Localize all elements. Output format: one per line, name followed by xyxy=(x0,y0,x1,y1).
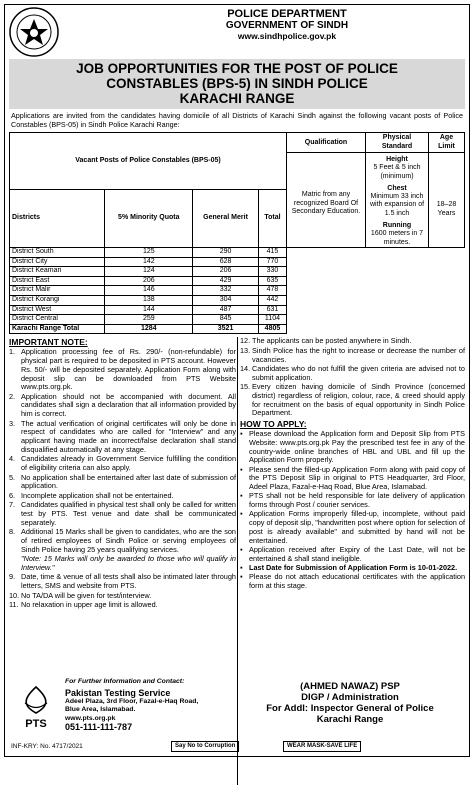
banner-line-2: CONSTABLES (BPS-5) IN SINDH POLICE xyxy=(106,76,368,91)
vacancy-rows xyxy=(10,247,465,324)
note-text: The applicants can be posted anywhere in Sindh. xyxy=(252,336,412,346)
note-number: 4. xyxy=(9,454,16,464)
note-text: Every citizen having domicile of Sindh Province (concerned district) regardless of religion, colour, race, & creed should apply for recruitment on the basis of equal opportunity in Sindh Police Department. xyxy=(252,382,465,418)
pts-address-2: Blue Area, Islamabad. xyxy=(65,706,136,714)
signatory-range: Karachi Range xyxy=(316,714,384,725)
table-row xyxy=(10,295,465,305)
government-name: GOVERNMENT OF SINDH xyxy=(225,20,349,31)
chest-label: Chest xyxy=(387,184,407,192)
district-name: District City xyxy=(10,257,105,267)
qualification-text: Matric from any recognized Board Of Secondary Education. xyxy=(291,191,361,216)
total-total: 4805 xyxy=(258,324,286,334)
age-value: 18–28 Years xyxy=(436,201,457,217)
note-number: 15. xyxy=(240,382,251,392)
general-merit: 206 xyxy=(193,267,259,277)
note-item xyxy=(9,455,236,473)
note-item xyxy=(9,573,236,591)
advertisement-page xyxy=(4,4,470,757)
table-total-row xyxy=(10,324,465,334)
contact-info xyxy=(65,678,198,731)
general-merit: 487 xyxy=(193,305,259,315)
total-general: 3521 xyxy=(193,324,259,334)
header xyxy=(5,5,469,59)
note-text: No application shall be entertained after last date of submission of application. xyxy=(21,472,236,491)
note-item xyxy=(240,365,465,383)
general-merit: 628 xyxy=(193,257,259,267)
general-merit: 290 xyxy=(193,247,259,257)
total-posts: 415 xyxy=(258,247,286,257)
wear-mask-badge: WEAR MASK-SAVE LIFE xyxy=(283,741,361,752)
minority-quota: 144 xyxy=(105,305,193,315)
note-text: Candidates who do not fulfill the given criteria are advised not to submit application. xyxy=(252,363,465,382)
district-name: District Korangi xyxy=(10,295,105,305)
note-number: 14. xyxy=(240,363,251,373)
table-row xyxy=(10,267,465,277)
total-posts: 330 xyxy=(258,267,286,277)
department-name: POLICE DEPARTMENT xyxy=(227,8,347,20)
note-text: Application processing fee of Rs. 290/- (non-refundable) for physical part is required to be deposited in PTS account. However Rs. 50/- will be deposited separately. Application Form along with deposit slip can be downloaded from PTS Website www.pts.org.pk. xyxy=(21,347,236,392)
height-label: Height xyxy=(386,156,408,163)
minority-quota: 206 xyxy=(105,276,193,286)
say-no-corruption-badge: Say No to Corruption xyxy=(171,741,239,752)
pts-name: Pakistan Testing Service xyxy=(65,688,171,699)
running-value: 1600 meters in 7 minutes. xyxy=(370,230,424,246)
footer xyxy=(5,677,469,757)
note-item xyxy=(240,383,465,418)
total-posts: 635 xyxy=(258,276,286,286)
how-to-apply-list xyxy=(240,430,465,591)
note-text: "Note: 15 Marks will only be awarded to those who will qualify in Interview." xyxy=(21,554,236,572)
minority-quota: 259 xyxy=(105,315,193,325)
table-row xyxy=(10,286,465,296)
total-label: Karachi Range Total xyxy=(10,324,105,334)
signatory-designation: DIGP / Administration xyxy=(301,692,399,703)
how-to-apply-item: ▪ Please download the Application form and Deposit Slip from PTS Website: www.pts.org.pk Pay the prescribed test fee in any of the country-wide online branches of HBL and UBL and fill up the Application Form properly. xyxy=(240,430,465,465)
general-merit: 332 xyxy=(193,286,259,296)
how-to-apply-item: ▪ PTS shall not be held responsible for late delivery of application forms through Post / courier services. xyxy=(240,492,465,510)
qualification-column xyxy=(287,133,366,248)
district-name: District Central xyxy=(10,315,105,325)
age-header: Age Limit xyxy=(429,133,464,153)
note-item xyxy=(9,501,236,527)
district-name: District Malir xyxy=(10,286,105,296)
note-text: The actual verification of original certificates will only be done in respect of candidates who are called for "Interview" and any applicant having made an incorrect/false declaration shall stand disqualified automatically at any stage. xyxy=(21,418,236,455)
table-row xyxy=(10,305,465,315)
physical-column xyxy=(366,133,429,248)
note-number: 12. xyxy=(240,336,251,346)
total-posts: 631 xyxy=(258,305,286,315)
note-number: 1. xyxy=(9,347,16,357)
note-item xyxy=(9,528,236,554)
minority-quota: 125 xyxy=(105,247,193,257)
signatory-name: (AHMED NAWAZ) PSP xyxy=(300,681,400,692)
note-text: Incomplete application shall not be entertained. xyxy=(21,490,174,500)
col-districts: Districts xyxy=(10,190,105,247)
additional-notes-list xyxy=(240,337,465,418)
table-row xyxy=(10,247,465,257)
general-merit: 429 xyxy=(193,276,259,286)
note-item xyxy=(9,601,236,610)
district-name: District West xyxy=(10,305,105,315)
note-number: 3. xyxy=(9,418,16,428)
total-posts: 442 xyxy=(258,295,286,305)
note-item xyxy=(9,393,236,419)
table-row xyxy=(10,315,465,325)
pts-website[interactable]: www.pts.org.pk xyxy=(65,714,116,722)
banner-line-1: JOB OPPORTUNITIES FOR THE POST OF POLICE xyxy=(76,61,398,76)
total-posts: 770 xyxy=(258,257,286,267)
total-minority: 1284 xyxy=(105,324,193,334)
how-to-apply-title: HOW TO APPLY: xyxy=(240,419,307,430)
col-minority: 5% Minority Quota xyxy=(105,190,193,247)
table-row xyxy=(10,276,465,286)
district-name: District East xyxy=(10,276,105,286)
note-item xyxy=(9,555,236,573)
total-posts: 1104 xyxy=(258,315,286,325)
pts-address-1: Adeel Plaza, 3rd Floor, Fazal-e-Haq Road, xyxy=(65,698,199,706)
physical-standards xyxy=(366,153,428,247)
note-item xyxy=(240,347,465,365)
table-row xyxy=(10,257,465,267)
col-total: Total xyxy=(258,190,286,247)
note-number: 11. xyxy=(9,599,19,609)
important-note-title: IMPORTANT NOTE: xyxy=(9,337,88,348)
minority-quota: 146 xyxy=(105,286,193,296)
vacancy-table xyxy=(9,132,465,334)
how-to-apply-item: ▪ Application received after Expiry of the Last Date, will not be entertained & shall stand ineligible. xyxy=(240,546,465,564)
intro-text: Applications are invited from the candidates having domicile of all Districts of Karachi Sindh against the following vacant posts of Police Constables (BPS-05) in Sindh Police Karachi Range: xyxy=(11,111,463,129)
bottom-strip xyxy=(11,741,463,753)
age-column xyxy=(429,133,465,248)
inf-kry-number: INF-KRY: No. 4717/2021 xyxy=(11,743,83,750)
note-number: 8. xyxy=(9,527,16,537)
district-name: District South xyxy=(10,247,105,257)
note-text: Sindh Police has the right to increase or decrease the number of vacancies. xyxy=(252,345,465,364)
department-heading xyxy=(145,8,429,41)
signatory-block xyxy=(237,681,463,725)
right-column xyxy=(240,337,465,591)
note-number: 5. xyxy=(9,472,16,482)
note-text: No relaxation in upper age limit is allowed. xyxy=(21,599,158,609)
signatory-for: For Addl: Inspector General of Police xyxy=(266,703,434,714)
website-link[interactable]: www.sindhpolice.gov.pk xyxy=(237,31,337,41)
note-item xyxy=(9,420,236,455)
note-item xyxy=(9,348,236,392)
banner-line-3: KARACHI RANGE xyxy=(179,91,295,106)
minority-quota: 124 xyxy=(105,267,193,277)
note-number: 2. xyxy=(9,391,16,401)
job-title-banner xyxy=(9,59,465,109)
how-to-apply-item: ▪ Last Date for Submission of Application Form is 10-01-2022. xyxy=(240,564,465,573)
note-number: 6. xyxy=(9,490,16,500)
minority-quota: 138 xyxy=(105,295,193,305)
note-text: Additional 15 Marks shall be given to candidates, who are the son of retired employees of Sindh Police or serving employees of Sindh Police having 25 years qualifying services. xyxy=(21,527,236,554)
note-text: No TA/DA will be given for test/interview. xyxy=(21,590,152,600)
contact-title: For Further Information and Contact: xyxy=(65,678,185,685)
physical-header: Physical Standard xyxy=(366,133,428,153)
note-text: Application should not be accompanied with document. All candidates shall sign a declaration that all information provided by him is correct. xyxy=(21,391,236,419)
general-merit: 845 xyxy=(193,315,259,325)
note-text: Candidates qualified in physical test shall only be called for written test by PTS. Test venue and date shall be communicated separately. xyxy=(21,500,236,527)
pts-logo-icon xyxy=(11,683,61,733)
note-text: Candidates already in Government Service fulfilling the condition of eligibility criteria can also apply. xyxy=(21,454,236,473)
how-to-apply-item: ▪ Application Forms improperly filled-up, incomplete, without paid copy of deposit slip, "handwritten post where option for selection of post is already available" and submitted by hand will not be entertained. xyxy=(240,510,465,545)
general-merit: 304 xyxy=(193,295,259,305)
running-label: Running xyxy=(382,222,412,230)
note-number: 13. xyxy=(240,345,251,355)
note-text: Date, time & venue of all tests shall also be intimated later through letters, SMS and website from PTS. xyxy=(21,572,236,591)
how-to-apply-item: ▪ Please send the filled-up Application Form along with paid copy of the PTS Deposit Slip in original to PTS Headquarter, 3rd Floor, Adeel Plaza, Fazal-e-Haq Road, Blue Area, Islamabad. xyxy=(240,466,465,492)
qualification-header: Qualification xyxy=(287,133,365,153)
important-note-column xyxy=(9,337,236,610)
how-to-apply-item: ▪ Please do not attach educational certificates with the application form at this stage. xyxy=(240,573,465,591)
sindh-police-logo-icon xyxy=(9,7,59,57)
note-item xyxy=(9,474,236,492)
district-name: District Keamari xyxy=(10,267,105,277)
pts-phone: 051-111-111-787 xyxy=(65,721,133,732)
note-number: 10. xyxy=(9,590,20,600)
pts-contact-box xyxy=(9,677,234,735)
vacant-posts-title: Vacant Posts of Police Constables (BPS-05) xyxy=(10,133,287,190)
important-note-list xyxy=(9,348,236,610)
note-number: 7. xyxy=(9,500,16,510)
chest-value: Minimum 33 inch with expansion of 1.5 inch xyxy=(369,193,425,217)
col-general: General Merit xyxy=(193,190,259,247)
total-posts: 478 xyxy=(258,286,286,296)
minority-quota: 142 xyxy=(105,257,193,267)
height-value: 5 Feet & 5 inch (minimum) xyxy=(373,164,421,180)
note-number: 9. xyxy=(9,572,16,582)
svg-text:PTS: PTS xyxy=(25,718,47,730)
